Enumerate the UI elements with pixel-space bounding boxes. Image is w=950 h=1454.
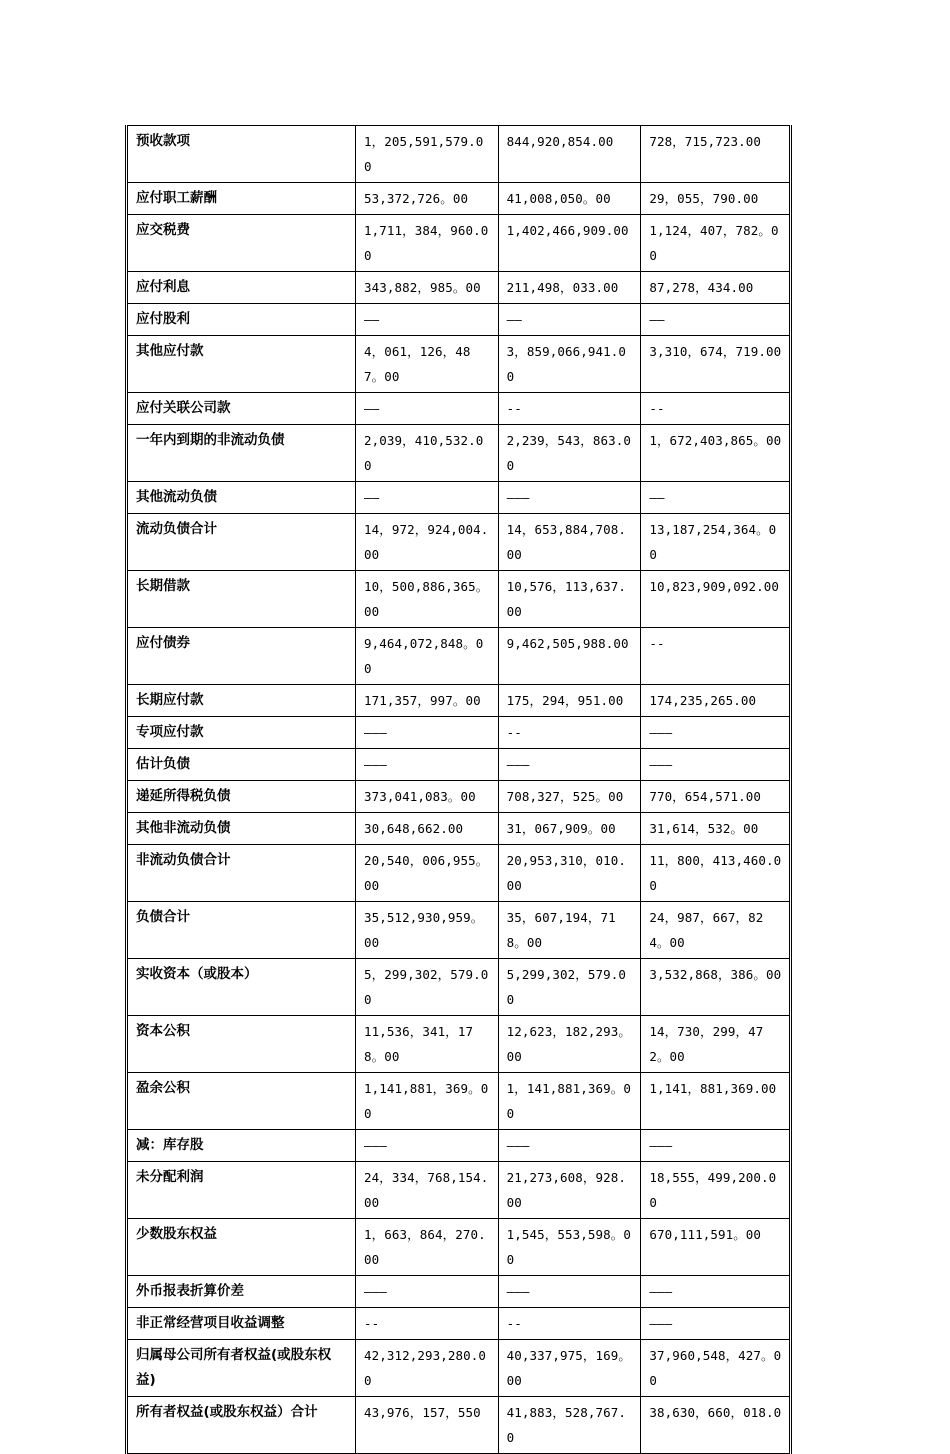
table-row <box>127 1276 791 1308</box>
row-label-cell: 盈余公积 <box>127 1073 356 1130</box>
value-cell-col1: 5，299,302，579.00 <box>356 959 499 1016</box>
value-cell-col1: ——— <box>356 749 499 781</box>
value-cell-col1: 4，061，126，487。00 <box>356 336 499 393</box>
value-cell-col2: 5,299,302，579.00 <box>498 959 641 1016</box>
value-cell-col2: 9,462,505,988.00 <box>498 628 641 685</box>
value-cell-col1: 53,372,726。00 <box>356 183 499 215</box>
row-label-cell: 应交税费 <box>127 215 356 272</box>
value-cell-col1: ——— <box>356 717 499 749</box>
value-cell-col3: 3,310，674，719.00 <box>641 336 791 393</box>
value-cell-col2: 10,576，113,637.00 <box>498 571 641 628</box>
value-cell-col2: 41,008,050。00 <box>498 183 641 215</box>
value-cell-col1: -- <box>356 1308 499 1340</box>
value-cell-col3: —— <box>641 304 791 336</box>
value-cell-col1: 1，663，864，270.00 <box>356 1219 499 1276</box>
value-cell-col2: ——— <box>498 482 641 514</box>
value-cell-col3: —— <box>641 482 791 514</box>
value-cell-col3: 1,124，407，782。00 <box>641 215 791 272</box>
row-label-cell: 应付职工薪酬 <box>127 183 356 215</box>
value-cell-col3: 13,187,254,364。00 <box>641 514 791 571</box>
row-label-cell: 非正常经营项目收益调整 <box>127 1308 356 1340</box>
row-label-cell: 其他流动负债 <box>127 482 356 514</box>
value-cell-col2: 21,273,608，928.00 <box>498 1162 641 1219</box>
value-cell-col3: 14，730，299，472。00 <box>641 1016 791 1073</box>
row-label-cell: 应付债券 <box>127 628 356 685</box>
value-cell-col2: 175，294，951.00 <box>498 685 641 717</box>
value-cell-col3: 18,555，499,200.00 <box>641 1162 791 1219</box>
row-label-cell: 非流动负债合计 <box>127 845 356 902</box>
value-cell-col2: 35，607,194，718。00 <box>498 902 641 959</box>
table-row <box>127 685 791 717</box>
value-cell-col2: 14，653,884,708.00 <box>498 514 641 571</box>
value-cell-col2: 844,920,854.00 <box>498 126 641 183</box>
row-label-cell: 应付关联公司款 <box>127 393 356 425</box>
value-cell-col3: -- <box>641 393 791 425</box>
table-row <box>127 183 791 215</box>
row-label-cell: 应付股利 <box>127 304 356 336</box>
table-row <box>127 514 791 571</box>
value-cell-col3: 31,614，532。00 <box>641 813 791 845</box>
value-cell-col3: 87,278，434.00 <box>641 272 791 304</box>
value-cell-col1: 14，972，924,004.00 <box>356 514 499 571</box>
value-cell-col3: 10,823,909,092.00 <box>641 571 791 628</box>
row-label-cell: 归属母公司所有者权益(或股东权益) <box>127 1340 356 1397</box>
value-cell-col2: 40,337,975，169。00 <box>498 1340 641 1397</box>
value-cell-col1: 1,141,881，369。00 <box>356 1073 499 1130</box>
table-row <box>127 1340 791 1397</box>
value-cell-col1: 2,039，410,532.00 <box>356 425 499 482</box>
value-cell-col1: —— <box>356 482 499 514</box>
value-cell-col3: 1，672,403,865。00 <box>641 425 791 482</box>
value-cell-col3: 770，654,571.00 <box>641 781 791 813</box>
row-label-cell: 实收资本（或股本） <box>127 959 356 1016</box>
table-row <box>127 1308 791 1340</box>
value-cell-col3: 3,532,868，386。00 <box>641 959 791 1016</box>
row-label-cell: 长期借款 <box>127 571 356 628</box>
value-cell-col2: 41,883，528,767.0 <box>498 1397 641 1454</box>
value-cell-col3: 29，055，790.00 <box>641 183 791 215</box>
value-cell-col1: ——— <box>356 1276 499 1308</box>
row-label-cell: 所有者权益(或股东权益）合计 <box>127 1397 356 1454</box>
row-label-cell: 负债合计 <box>127 902 356 959</box>
value-cell-col3: ——— <box>641 717 791 749</box>
value-cell-col3: -- <box>641 628 791 685</box>
table-row <box>127 749 791 781</box>
table-row <box>127 781 791 813</box>
value-cell-col1: 42,312,293,280.00 <box>356 1340 499 1397</box>
row-label-cell: 应付利息 <box>127 272 356 304</box>
value-cell-col1: —— <box>356 304 499 336</box>
value-cell-col2: -- <box>498 717 641 749</box>
value-cell-col3: 728，715,723.00 <box>641 126 791 183</box>
row-label-cell: 少数股东权益 <box>127 1219 356 1276</box>
value-cell-col1: 43,976，157，550 <box>356 1397 499 1454</box>
table-row <box>127 272 791 304</box>
value-cell-col2: 1,402,466,909.00 <box>498 215 641 272</box>
value-cell-col3: 24，987，667，824。00 <box>641 902 791 959</box>
value-cell-col2: ——— <box>498 1276 641 1308</box>
row-label-cell: 其他应付款 <box>127 336 356 393</box>
value-cell-col1: 171,357，997。00 <box>356 685 499 717</box>
value-cell-col1: ——— <box>356 1130 499 1162</box>
value-cell-col3: ——— <box>641 1130 791 1162</box>
value-cell-col1: 11,536，341，178。00 <box>356 1016 499 1073</box>
row-label-cell: 专项应付款 <box>127 717 356 749</box>
table-row <box>127 717 791 749</box>
value-cell-col3: ——— <box>641 1276 791 1308</box>
value-cell-col3: 38,630，660，018.0 <box>641 1397 791 1454</box>
row-label-cell: 递延所得税负债 <box>127 781 356 813</box>
value-cell-col2: 1，141,881,369。00 <box>498 1073 641 1130</box>
value-cell-col1: 20,540，006,955。00 <box>356 845 499 902</box>
value-cell-col1: 1,711，384，960.00 <box>356 215 499 272</box>
value-cell-col1: 1，205,591,579.00 <box>356 126 499 183</box>
value-cell-col2: 20,953,310，010.00 <box>498 845 641 902</box>
table-row <box>127 336 791 393</box>
table-row <box>127 902 791 959</box>
table-row <box>127 1162 791 1219</box>
value-cell-col2: 2,239，543，863.00 <box>498 425 641 482</box>
value-cell-col2: 12,623，182,293。00 <box>498 1016 641 1073</box>
table-row <box>127 126 791 183</box>
value-cell-col3: 174,235,265.00 <box>641 685 791 717</box>
table-row <box>127 1016 791 1073</box>
value-cell-col2: -- <box>498 393 641 425</box>
value-cell-col1: 10，500,886,365。00 <box>356 571 499 628</box>
row-label-cell: 长期应付款 <box>127 685 356 717</box>
table-row <box>127 1130 791 1162</box>
table-row <box>127 1219 791 1276</box>
value-cell-col3: ——— <box>641 1308 791 1340</box>
value-cell-col1: 30,648,662.00 <box>356 813 499 845</box>
value-cell-col3: 1,141，881,369.00 <box>641 1073 791 1130</box>
value-cell-col1: 343,882，985。00 <box>356 272 499 304</box>
value-cell-col3: 11，800，413,460.00 <box>641 845 791 902</box>
row-label-cell: 估计负债 <box>127 749 356 781</box>
value-cell-col2: 1,545，553,598。00 <box>498 1219 641 1276</box>
table-row <box>127 393 791 425</box>
table-row <box>127 1073 791 1130</box>
table-row <box>127 959 791 1016</box>
table-row <box>127 482 791 514</box>
value-cell-col3: 37,960,548，427。00 <box>641 1340 791 1397</box>
table-row <box>127 628 791 685</box>
value-cell-col1: 9,464,072,848。00 <box>356 628 499 685</box>
row-label-cell: 外币报表折算价差 <box>127 1276 356 1308</box>
row-label-cell: 资本公积 <box>127 1016 356 1073</box>
table-row <box>127 813 791 845</box>
table-row <box>127 304 791 336</box>
row-label-cell: 一年内到期的非流动负债 <box>127 425 356 482</box>
value-cell-col3: ——— <box>641 749 791 781</box>
row-label-cell: 其他非流动负债 <box>127 813 356 845</box>
table-row <box>127 215 791 272</box>
row-label-cell: 预收款项 <box>127 126 356 183</box>
value-cell-col2: 3，859,066,941.00 <box>498 336 641 393</box>
row-label-cell: 未分配利润 <box>127 1162 356 1219</box>
row-label-cell: 减：库存股 <box>127 1130 356 1162</box>
value-cell-col1: 24，334，768,154.00 <box>356 1162 499 1219</box>
value-cell-col2: ——— <box>498 1130 641 1162</box>
value-cell-col2: -- <box>498 1308 641 1340</box>
balance-sheet-table-container <box>125 125 792 1454</box>
table-row <box>127 1397 791 1454</box>
value-cell-col2: ——— <box>498 749 641 781</box>
value-cell-col1: 35,512,930,959。00 <box>356 902 499 959</box>
balance-sheet-table <box>125 125 792 1454</box>
value-cell-col1: —— <box>356 393 499 425</box>
value-cell-col2: 708,327，525。00 <box>498 781 641 813</box>
row-label-cell: 流动负债合计 <box>127 514 356 571</box>
table-body <box>127 126 791 1454</box>
value-cell-col2: 211,498，033.00 <box>498 272 641 304</box>
value-cell-col1: 373,041,083。00 <box>356 781 499 813</box>
table-row <box>127 845 791 902</box>
value-cell-col2: 31，067,909。00 <box>498 813 641 845</box>
table-row <box>127 425 791 482</box>
value-cell-col2: —— <box>498 304 641 336</box>
table-row <box>127 571 791 628</box>
value-cell-col3: 670,111,591。00 <box>641 1219 791 1276</box>
